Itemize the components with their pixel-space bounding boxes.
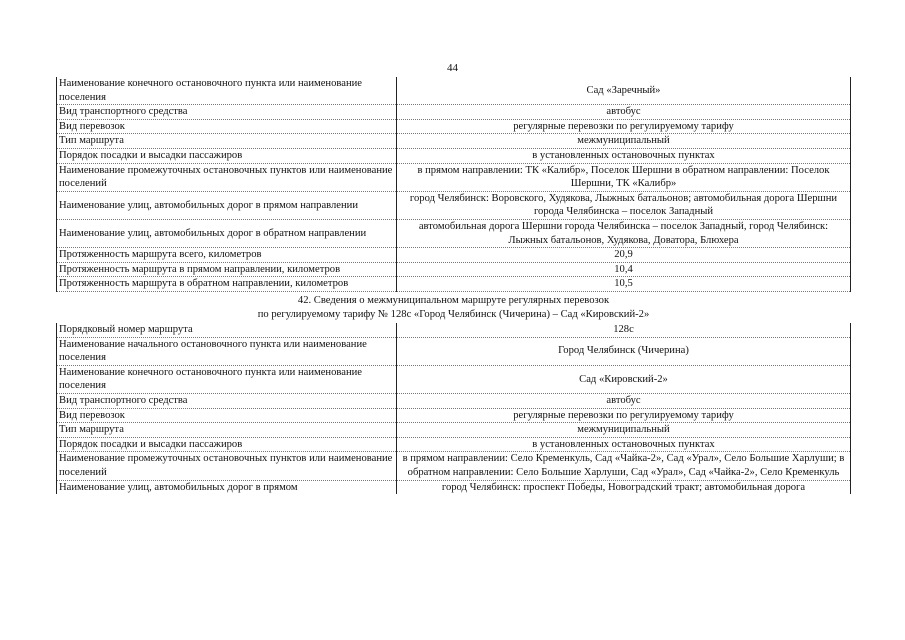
table-row	[57, 163, 851, 191]
table-row	[57, 452, 851, 480]
table-row	[57, 394, 851, 409]
row-label: Наименование улиц, автомобильных дорог в прямом направлении	[57, 191, 397, 219]
row-value: в установленных остановочных пунктах	[397, 148, 851, 163]
row-value: город Челябинск: Воровского, Худякова, Лыжных батальонов; автомобильная дорога Шершни города Челябинска – поселок Западный	[397, 191, 851, 219]
table-row	[57, 365, 851, 393]
row-label: Наименование улиц, автомобильных дорог в прямом	[57, 480, 397, 494]
row-label: Наименование улиц, автомобильных дорог в обратном направлении	[57, 219, 397, 247]
row-value: автомобильная дорога Шершни города Челябинска – поселок Западный, город Челябинск: Лыжных батальонов, Худякова, Доватора, Блюхера	[397, 219, 851, 247]
table-row	[57, 408, 851, 423]
row-value: регулярные перевозки по регулируемому тарифу	[397, 408, 851, 423]
row-label: Наименование начального остановочного пункта или наименование поселения	[57, 337, 397, 365]
table-row	[57, 337, 851, 365]
row-value: 10,5	[397, 277, 851, 292]
table-row	[57, 423, 851, 438]
row-value: 10,4	[397, 262, 851, 277]
row-label: Протяженность маршрута всего, километров	[57, 248, 397, 263]
page-number: 44	[447, 62, 458, 74]
table-row	[57, 277, 851, 292]
row-label: Порядковый номер маршрута	[57, 323, 397, 337]
row-label: Вид перевозок	[57, 119, 397, 134]
row-value: межмуниципальный	[397, 423, 851, 438]
table-row	[57, 248, 851, 263]
row-value: автобус	[397, 394, 851, 409]
route-info-table	[56, 77, 851, 494]
row-label: Наименование конечного остановочного пункта или наименование поселения	[57, 365, 397, 393]
row-value: Город Челябинск (Чичерина)	[397, 337, 851, 365]
row-value: 20,9	[397, 248, 851, 263]
row-value: Сад «Кировский-2»	[397, 365, 851, 393]
section-heading-line-2: по регулируемому тарифу № 128с «Город Челябинск (Чичерина) – Сад «Кировский-2»	[257, 308, 650, 320]
table-row	[57, 148, 851, 163]
row-value: в установленных остановочных пунктах	[397, 437, 851, 452]
row-label: Порядок посадки и высадки пассажиров	[57, 148, 397, 163]
row-label: Порядок посадки и высадки пассажиров	[57, 437, 397, 452]
row-value: в прямом направлении: Село Кременкуль, Сад «Чайка-2», Сад «Урал», Село Большие Харлуши; в обратном направлении: Село Большие Харлуши, Сад «Урал», Сад «Чайка-2», Село Кременкуль	[397, 452, 851, 480]
table-row	[57, 191, 851, 219]
row-label: Вид перевозок	[57, 408, 397, 423]
row-value: 128с	[397, 323, 851, 337]
table-row	[57, 77, 851, 105]
row-value: регулярные перевозки по регулируемому тарифу	[397, 119, 851, 134]
row-label: Тип маршрута	[57, 134, 397, 149]
row-label: Наименование промежуточных остановочных пунктов или наименование поселений	[57, 452, 397, 480]
row-value: город Челябинск: проспект Победы, Новоградский тракт; автомобильная дорога	[397, 480, 851, 494]
document-table-container	[56, 77, 850, 494]
section-heading-line-1: 42. Сведения о межмуниципальном маршруте регулярных перевозок	[297, 294, 610, 306]
row-label: Протяженность маршрута в прямом направлении, километров	[57, 262, 397, 277]
table-row	[57, 219, 851, 247]
table-row	[57, 262, 851, 277]
table-row	[57, 437, 851, 452]
table-row	[57, 480, 851, 494]
row-value: межмуниципальный	[397, 134, 851, 149]
row-value: Сад «Заречный»	[397, 77, 851, 105]
row-label: Вид транспортного средства	[57, 394, 397, 409]
row-label: Вид транспортного средства	[57, 105, 397, 120]
row-value: автобус	[397, 105, 851, 120]
row-label: Протяженность маршрута в обратном направлении, километров	[57, 277, 397, 292]
table-row	[57, 119, 851, 134]
row-label: Наименование конечного остановочного пункта или наименование поселения	[57, 77, 397, 105]
section-heading	[57, 291, 851, 323]
row-value: в прямом направлении: ТК «Калибр», Поселок Шершни в обратном направлении: Поселок Шершни, ТК «Калибр»	[397, 163, 851, 191]
row-label: Наименование промежуточных остановочных пунктов или наименование поселений	[57, 163, 397, 191]
table-row	[57, 134, 851, 149]
row-label: Тип маршрута	[57, 423, 397, 438]
table-row	[57, 323, 851, 337]
table-row	[57, 105, 851, 120]
